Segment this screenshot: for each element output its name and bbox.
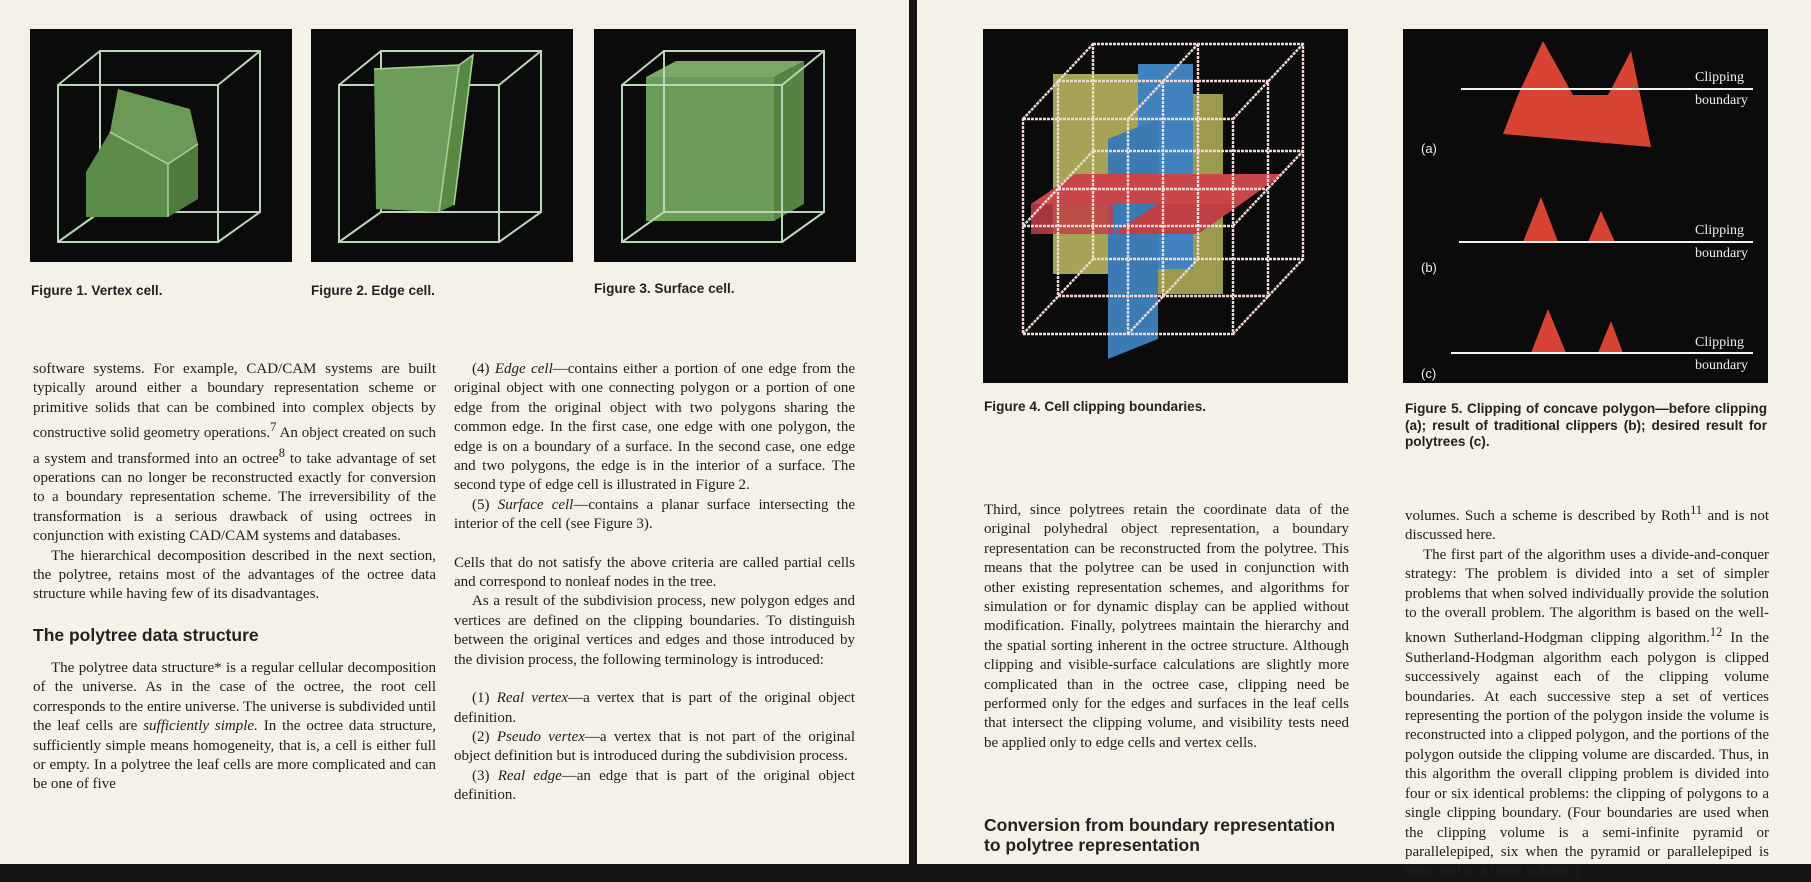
- left-column-1: [33, 360, 436, 795]
- col1-paragraph-1: software systems. For example, CAD/CAM systems are built typically around either a boundary representation scheme or primitive solids that can be combined into complex objects by constructive solid geometry operations.$^7$ An object created on such a system and transformed into an octree$^8$ to take advantage of set operations can no longer be reconstructed exactly for conversion to a boundary representation scheme. The irreversibility of the transformation is a serious drawback of using octrees in conjunction with existing CAD/CAM systems and databases.: [33, 361, 436, 545]
- fig5-clip-label-c2: boundary: [1695, 358, 1748, 373]
- section-heading-conversion: Conversion from boundary representation to polytree representation: [984, 815, 1336, 856]
- figure-3-caption: Figure 3. Surface cell.: [594, 281, 735, 296]
- col4-paragraph-1: volumes. Such a scheme is described by Roth$^{11}$ and is not discussed here.: [1405, 503, 1769, 544]
- figure-2-caption: Figure 2. Edge cell.: [311, 283, 435, 298]
- fig5-clip-label-b1: Clipping: [1695, 223, 1745, 238]
- left-page: [0, 0, 909, 864]
- right-column-3: [984, 501, 1349, 869]
- col2-item-surface-cell: (5) Surface cell—contains a planar surface intersecting the interior of the cell (see Figure 3).: [454, 496, 855, 533]
- col3-paragraph-1: Third, since polytrees retain the coordinate data of the original polyhedral object representation, a boundary representation can be reconstructed from the polytree. This means that the polytree can be used in conjunction with other existing representation schemes, and algorithms for simulation or for dynamic display can be applied without modification. Finally, polytrees maintain the hierarchy and the spatial sorting inherent in the octree structure. Although clipping and visible-surface calculations are slightly more complicated than in the octree case, clipping need be performed only for the edges and surfaces in the leaf cells that intersect the clipping volume, and visibility tests need be applied only to edge cells and vertex cells.: [984, 502, 1349, 751]
- figure-5-caption: Figure 5. Clipping of concave polygon—before clipping (a); result of traditional clippers (b); desired result for polytrees (c).: [1405, 401, 1767, 449]
- fig5-clip-label-a2: boundary: [1695, 93, 1748, 108]
- fig5-clip-label-c1: Clipping: [1695, 335, 1745, 350]
- figure-4-caption: Figure 4. Cell clipping boundaries.: [984, 399, 1207, 414]
- col1-paragraph-2: The hierarchical decomposition described in the next section, the polytree, retains most of the advantages of the octree data structure while having few of its disadvantages.: [33, 547, 436, 603]
- col2-paragraph-partial-cells: Cells that do not satisfy the above criteria are called partial cells and correspond to nonleaf nodes in the tree.: [454, 554, 855, 591]
- col1-paragraph-3: The polytree data structure* is a regular cellular decomposition of the universe. As in the case of the octree, the root cell corresponds to the entire universe. The universe is subdivided until the leaf cells are sufficiently simple. In the octree data structure, sufficiently simple means homogeneity, that is, a cell is either full or empty. In a polytree the leaf cells are more complicated and can be one of five: [33, 659, 437, 793]
- right-page: [917, 0, 1811, 880]
- fig5-panel-a-label: (a): [1421, 141, 1437, 156]
- col2-paragraph-terminology: As a result of the subdivision process, new polygon edges and vertices are defined on the clipping boundaries. To distinguish between the original vertices and edges and those introduced by the division process, the following terminology is introduced:: [454, 593, 855, 668]
- fig5-clip-label-a1: Clipping: [1695, 70, 1745, 85]
- figure-5-concave-clipping: [1403, 29, 1768, 383]
- figure-1-vertex-cell: [30, 29, 292, 262]
- col2-def-real-vertex: (1) Real vertex—a vertex that is part of the original object definition.: [454, 690, 855, 726]
- fig5-panel-b-label: (b): [1421, 260, 1437, 275]
- figure-4-cell-clipping: [983, 29, 1348, 383]
- fig5-panel-c-label: (c): [1421, 366, 1437, 381]
- col4-paragraph-2: The first part of the algorithm uses a divide-and-conquer strategy: The problem is divided into a set of simpler problems that when solved individually provide the solution to the overall problem. The algorithm is based on the well-known Sutherland-Hodgman clipping algorithm.$^{12}$ In the Sutherland-Hodgman algorithm each polygon is clipped successively against each of the clipping volume boundaries. At each successive step a set of vertices representing the portion of the polygon inside the volume is reconstructed into a clipped polygon, and the portions of the polygon outside the clipping volume are discarded. Thus, in this algorithm the overall clipping problem is divided into four or six identical problems: the clipping of polygons to a single clipping boundary. (Four boundaries are used when the clipping volume is a semi-infinite pyramid or parallelepiped, six when the pyramid or parallelepiped is truncated to a finite volume.): [1405, 546, 1769, 880]
- right-column-4: [1405, 501, 1769, 882]
- col2-def-pseudo-vertex: (2) Pseudo vertex—a vertex that is not part of the original object definition but is introduced during the subdivision process.: [454, 728, 855, 765]
- col2-item-edge-cell: (4) Edge cell—contains either a portion of one edge from the original object with one connecting polygon or a portion of one edge from the original object with two polygons sharing the common edge. In the first case, one edge with one polygon, the edge is on a boundary of a surface. In the second case, one edge and two polygons, the edge is in the interior of a surface. The second type of edge cell is illustrated in Figure 2.: [454, 361, 855, 494]
- col2-def-real-edge: (3) Real edge—an edge that is part of the original object definition.: [454, 767, 855, 804]
- left-column-2: [454, 360, 855, 806]
- figure-3-surface-cell: [594, 29, 856, 262]
- section-heading-polytree: The polytree data structure: [33, 624, 259, 645]
- figure-1-caption: Figure 1. Vertex cell.: [31, 283, 163, 298]
- figure-2-edge-cell: [311, 29, 573, 262]
- fig5-clip-label-b2: boundary: [1695, 246, 1748, 261]
